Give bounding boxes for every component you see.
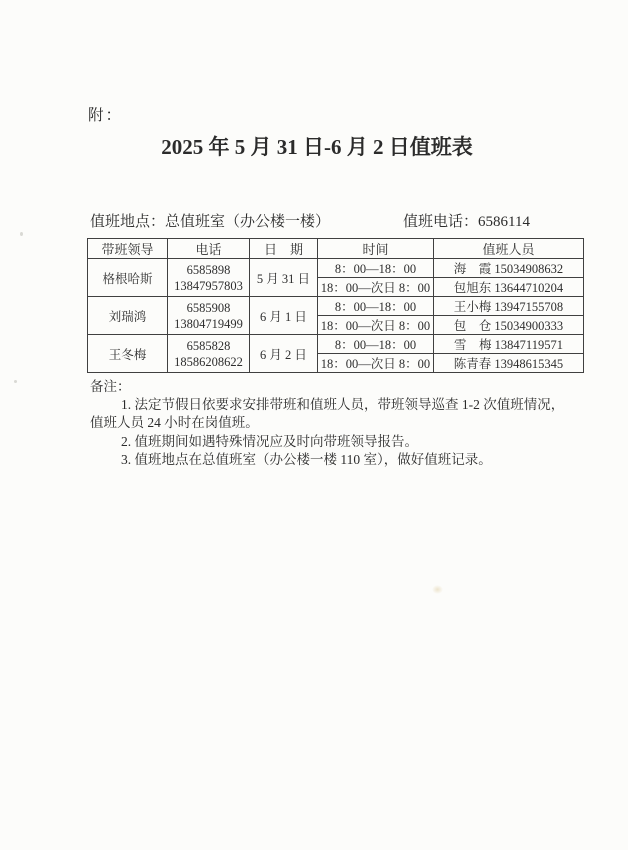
notes-section: [90, 378, 570, 469]
shift-time-cell: 8：00—18：00: [318, 297, 434, 316]
scan-stain-artifact: [432, 585, 443, 594]
shift-person-cell: 雪 梅 13847119571: [434, 335, 584, 354]
note-item-2: 2. 值班期间如遇特殊情况应及时向带班领导报告。: [121, 433, 418, 449]
leader-name-cell: 王冬梅: [88, 335, 168, 373]
leader-phones-cell: [168, 297, 250, 335]
date-cell: 6 月 1 日: [250, 297, 318, 335]
leader-phones-cell: [168, 259, 250, 297]
scan-speck-artifact: [14, 380, 17, 383]
shift-time-cell: 18：00—次日 8：00: [318, 354, 434, 373]
scan-speck-artifact: [20, 232, 23, 236]
leader-name-cell: 格根哈斯: [88, 259, 168, 297]
col-header-date: 日 期: [250, 239, 318, 259]
shift-time-cell: 8：00—18：00: [318, 335, 434, 354]
mobile-phone: 18586208622: [174, 354, 243, 369]
office-phone: 6585898: [186, 262, 231, 277]
notes-title: 备注：: [90, 379, 131, 394]
col-header-personnel: 值班人员: [434, 239, 584, 259]
shift-person-cell: 王小梅 13947155708: [434, 297, 584, 316]
note-item-3: 3. 值班地点在总值班室（办公楼一楼 110 室），做好值班记录。: [121, 451, 492, 467]
shift-person-cell: 包 仓 15034900333: [434, 316, 584, 335]
attachment-label: 附：: [88, 107, 124, 124]
table-row: [88, 297, 584, 316]
date-cell: 5 月 31 日: [250, 259, 318, 297]
mobile-phone: 13804719499: [174, 316, 243, 331]
mobile-phone: 13847957803: [174, 278, 243, 293]
shift-person-cell: 陈青春 13948615345: [434, 354, 584, 373]
duty-location-text: 值班地点：总值班室（办公楼一楼）: [90, 214, 331, 230]
duty-info-line: [0, 210, 628, 230]
col-header-time: 时间: [318, 239, 434, 259]
table-row: [88, 335, 584, 354]
shift-person-cell: 包旭东 13644710204: [434, 278, 584, 297]
office-phone: 6585828: [186, 338, 231, 353]
date-cell: 6 月 2 日: [250, 335, 318, 373]
shift-time-cell: 18：00—次日 8：00: [318, 316, 434, 335]
shift-time-cell: 8：00—18：00: [318, 259, 434, 278]
duty-phone-text: 值班电话：6586114: [403, 214, 530, 230]
table-row: [88, 259, 584, 278]
note-item-1: 1. 法定节假日依要求安排带班和值班人员，带班领导巡查 1-2 次值班情况，: [121, 397, 565, 413]
leader-name-cell: 刘瑞鸿: [88, 297, 168, 335]
col-header-leader: 带班领导: [88, 239, 168, 259]
document-title: 2025 年 5 月 31 日-6 月 2 日值班表: [161, 135, 473, 159]
table-header-row: [88, 239, 584, 259]
col-header-phone: 电话: [168, 239, 250, 259]
duty-roster-table: [87, 238, 584, 373]
shift-person-cell: 海 霞 15034908632: [434, 259, 584, 278]
office-phone: 6585908: [186, 300, 231, 315]
leader-phones-cell: [168, 335, 250, 373]
note-item-1-continued: 值班人员 24 小时在岗值班。: [90, 415, 259, 431]
shift-time-cell: 18：00—次日 8：00: [318, 278, 434, 297]
